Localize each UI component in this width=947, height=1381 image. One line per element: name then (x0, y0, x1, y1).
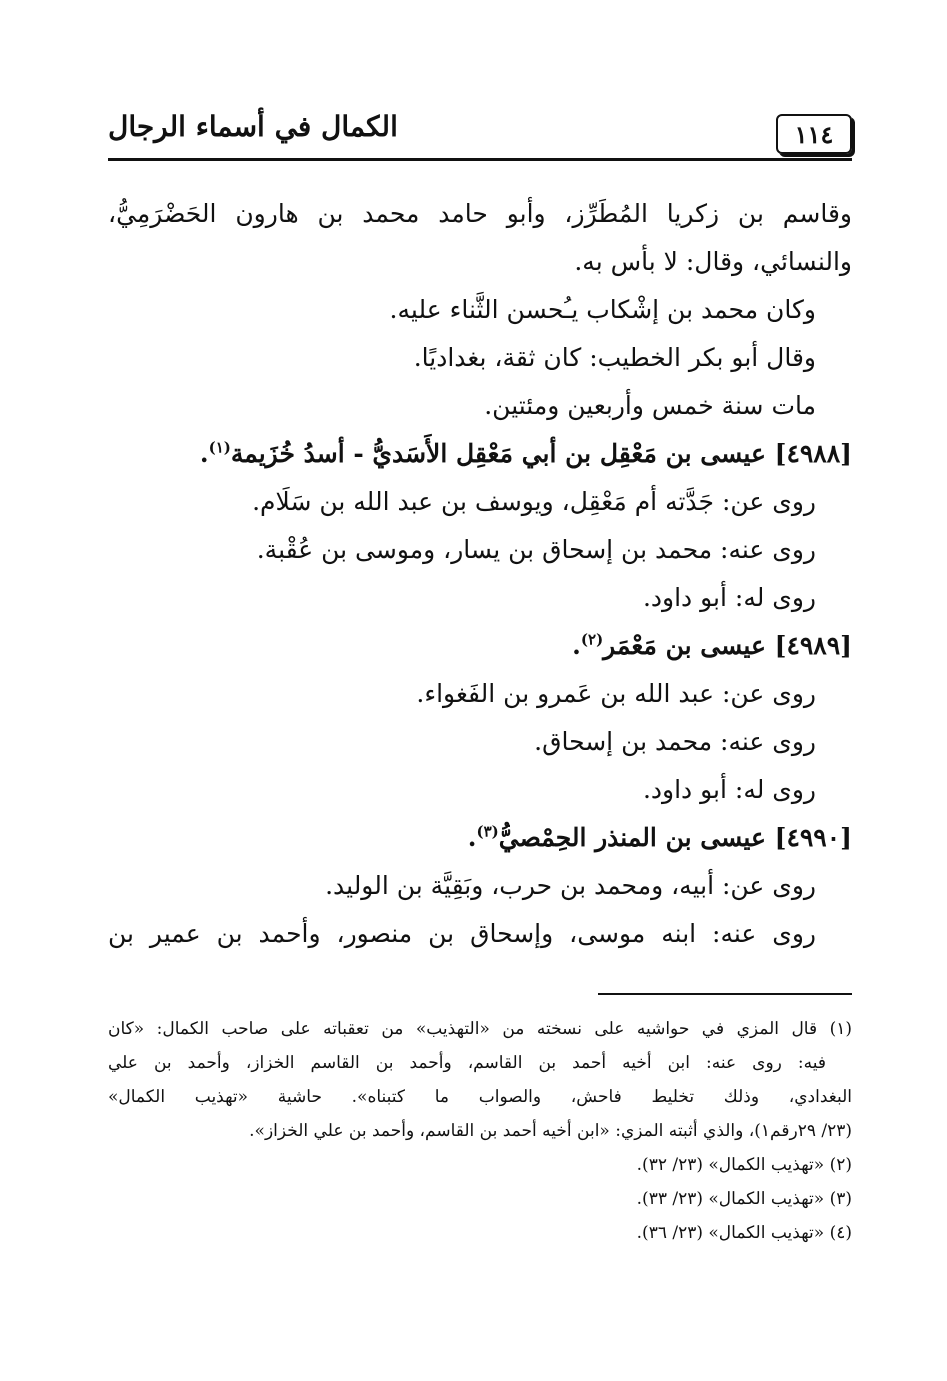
entry-line: روى عن: أبيه، ومحمد بن حرب، وبَقِيَّة بن الوليد. (325, 871, 816, 900)
entry-line: روى عنه: محمد بن إسحاق. (534, 727, 816, 756)
footnote-ref: (١) (208, 438, 231, 457)
footnote-ref: (٢) (580, 630, 604, 649)
entry-heading-4989: [٤٩٨٩] عيسى بن مَعْمَر$^{(٢)}$. (572, 630, 852, 660)
entry-line: روى له: أبو داود. (642, 775, 816, 804)
entry-heading-4988: [٤٩٨٨] عيسى بن مَعْقِل بن أبي مَعْقِل الأَسَديُّ - أسدُ خُزَيمة$^{(١)}$. (199, 438, 852, 468)
entry-number: [٤٩٩٠] (774, 823, 852, 852)
entry-line: روى له: أبو داود. (642, 583, 816, 612)
entry-name: عيسى بن مَعْقِل بن أبي مَعْقِل الأَسَديُّ - أسدُ خُزَيمة (230, 439, 766, 468)
main-text (108, 190, 852, 958)
entry-number: [٤٩٨٨] (774, 439, 852, 468)
text-line: وقال أبو بكر الخطيب: كان ثقة، بغداديًا. (413, 343, 816, 372)
text-line: والنسائي، وقال: لا بأس به. (574, 247, 852, 276)
entry-number: [٤٩٨٩] (774, 631, 852, 660)
entry-line: روى عنه: ابنه موسى، وإسحاق بن منصور، وأحمد بن عمير بن (108, 919, 816, 948)
entry-line: روى عن: جَدَّته أم مَعْقِل، ويوسف بن عبد الله بن سَلَام. (252, 487, 816, 516)
footnote-line: (٣) «تهذيب الكمال» (٢٣/ ٣٣). (636, 1189, 852, 1209)
footnote-line: البغدادي، وذلك تخليط فاحش، والصواب ما كتبناه». حاشية «تهذيب الكمال» (108, 1087, 852, 1107)
footnote-line: (٢) «تهذيب الكمال» (٢٣/ ٣٢). (636, 1155, 852, 1175)
book-title: الكمال في أسماء الرجال (108, 110, 398, 143)
text-line: مات سنة خمس وأربعين ومئتين. (484, 391, 816, 420)
entry-name: عيسى بن المنذر الحِمْصيُّ (498, 823, 766, 852)
footnote-line: (٤) «تهذيب الكمال» (٢٣/ ٣٦). (636, 1223, 852, 1243)
footnotes (108, 1012, 852, 1250)
entry-line: روى عنه: محمد بن إسحاق بن يسار، وموسى بن عُقْبة. (256, 535, 816, 564)
page-header (108, 108, 852, 160)
footnote-line: (٢٣/ ٢٩رقم١)، والذي أثبته المزي: «ابن أخيه أحمد بن القاسم، وأحمد بن علي الخزاز». (249, 1121, 852, 1141)
footnote-line: (١) قال المزي في حواشيه على نسخته من «التهذيب» من تعقباته على صاحب الكمال: «كان (108, 1019, 852, 1039)
entry-heading-4990: [٤٩٩٠] عيسى بن المنذر الحِمْصيُّ$^{(٣)}$. (467, 822, 852, 852)
text-line: وقاسم بن زكريا المُطَرِّز، وأبو حامد محمد بن هارون الحَضْرَمِيُّ، (108, 199, 852, 228)
page-number: ١١٤ (776, 114, 852, 154)
footnote-ref: (٣) (476, 822, 499, 841)
entry-line: روى عن: عبد الله بن عَمرو بن الفَغواء. (416, 679, 816, 708)
footnote-line: فيه: روى عنه: ابن أخيه أحمد بن القاسم، وأحمد بن القاسم الخزاز، وأحمد بن علي (108, 1053, 826, 1073)
entry-name: عيسى بن مَعْمَر (603, 631, 766, 660)
footnote-separator (598, 993, 852, 995)
header-rule (108, 158, 852, 161)
text-line: وكان محمد بن إشْكاب يـُحسن الثَّناء عليه. (389, 295, 816, 324)
